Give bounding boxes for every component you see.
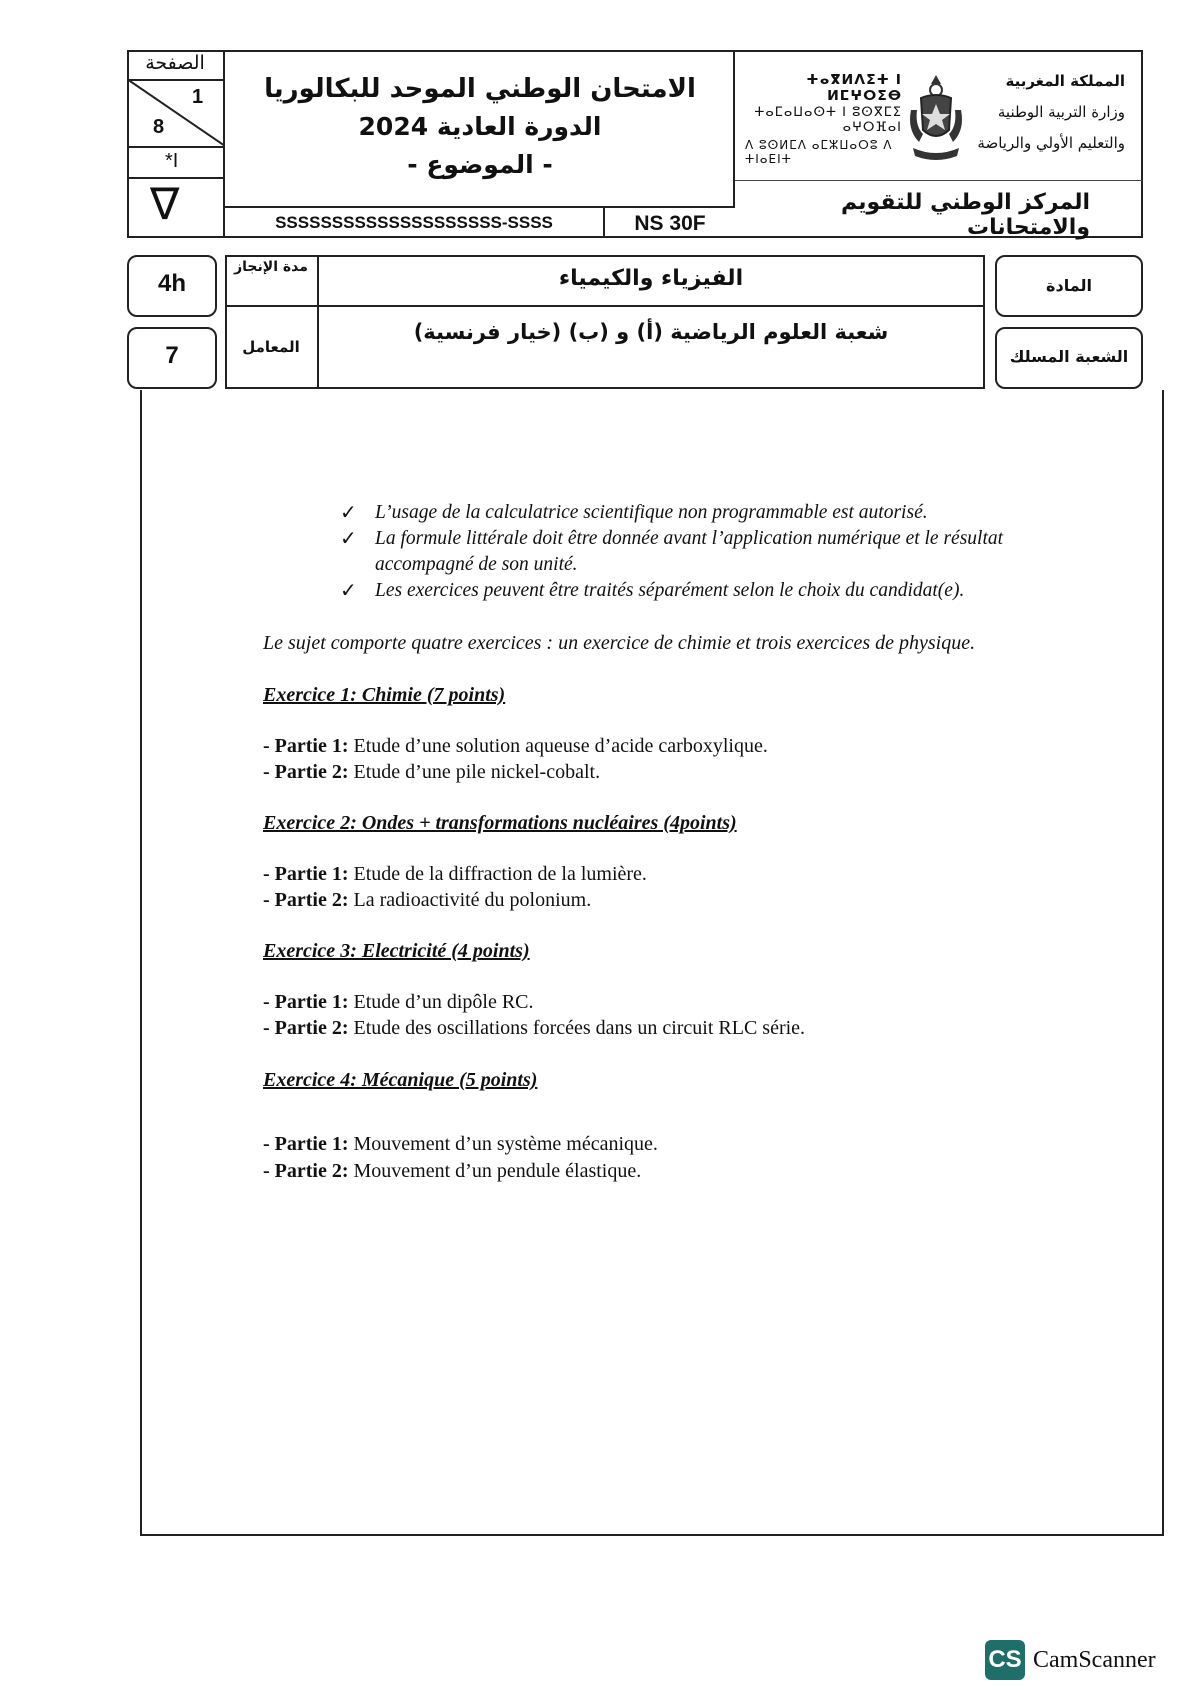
exercise-title: Exercice 4: Mécanique (5 points) [263, 1069, 538, 1091]
exercise-part [263, 1133, 658, 1156]
duration-value: 4h [157, 270, 186, 297]
page-total: 8 [153, 116, 165, 138]
part-text: Etude de la diffraction de la lumière. [348, 863, 647, 885]
check-icon: ✓ [340, 526, 357, 550]
exercise-part [263, 735, 768, 758]
ministry-name-2: والتعليم الأولي والرياضة [977, 134, 1125, 152]
part-text: Etude des oscillations forcées dans un circuit RLC série. [348, 1017, 806, 1039]
kingdom-name: المملكة المغربية [1005, 72, 1125, 90]
instruction-item: L’usage de la calculatrice scientifique non programmable est autorisé. [375, 502, 928, 523]
triangle-symbol: ∇ [150, 179, 180, 230]
filiere-label: الشعبة المسلك [1009, 347, 1129, 366]
check-icon: ✓ [340, 578, 357, 602]
camscanner-label: CamScanner [1033, 1647, 1156, 1673]
exercise-part [263, 761, 600, 784]
instruction-item: Les exercices peuvent être traités séparément selon le choix du candidat(e). [375, 580, 965, 601]
part-text: Etude d’une pile nickel-cobalt. [348, 761, 601, 783]
part-text: La radioactivité du polonium. [348, 889, 592, 911]
exercise-title: Exercice 2: Ondes + transformations nucléaires (4points) [263, 812, 737, 834]
subject-tag: - الموضوع - [407, 150, 553, 179]
duration-label: مدة الإنجاز [234, 259, 308, 275]
ns-code: NS 30F [634, 212, 706, 235]
exam-title: الامتحان الوطني الموحد للبكالوريا [264, 74, 696, 104]
ministry-name-1: وزارة التربية الوطنية [997, 103, 1125, 121]
exercise-part [263, 863, 647, 886]
filiere-name: شعبة العلوم الرياضية (أ) و (ب) (خيار فرنسية) [413, 320, 889, 344]
part-label: - Partie 1: [263, 863, 349, 885]
exercise-title: Exercice 3: Electricité (4 points) [263, 940, 530, 962]
part-text: Etude d’une solution aqueuse d’acide carboxylique. [348, 735, 768, 757]
part-text: Mouvement d’un système mécanique. [348, 1133, 658, 1155]
exercise-title: Exercice 1: Chimie (7 points) [263, 684, 506, 706]
part-label: - Partie 2: [263, 761, 349, 783]
subject-name: الفيزياء والكيمياء [558, 266, 744, 291]
matiere-label: المادة [1046, 276, 1092, 295]
part-label: - Partie 2: [263, 1160, 349, 1182]
part-label: - Partie 1: [263, 1133, 349, 1155]
exercise-part [263, 1017, 805, 1040]
coef-label: المعامل [242, 338, 300, 356]
exercise-part [263, 991, 534, 1014]
tifinagh-line-2: ⵜⴰⵎⴰⵡⴰⵙⵜ ⵏ ⵓⵙⴳⵎⵉ ⴰⵖⵔⴼⴰⵏ [754, 105, 902, 135]
tifinagh-line-3: ⴷ ⵓⵙⵍⵎⴷ ⴰⵎⵣⵡⴰⵔⵓ ⴷ ⵜⵏⴰⴹⵏⵜ [745, 138, 893, 166]
page-mark: *I [165, 150, 179, 172]
exam-code: SSSSSSSSSSSSSSSSSSSS-SSSS [225, 208, 605, 238]
part-label: - Partie 2: [263, 1017, 349, 1039]
intro-text: Le sujet comporte quatre exercices : un exercice de chimie et trois exercices de physique. [263, 632, 976, 654]
part-label: - Partie 1: [263, 735, 349, 757]
national-centre: المركز الوطني للتقويم والامتحانات [841, 190, 1090, 240]
page-label: الصفحة [145, 52, 205, 74]
page-number: 1 [192, 86, 204, 108]
part-label: - Partie 2: [263, 889, 349, 911]
tifinagh-line-1: ⵜⴰⴳⵍⴷⵉⵜ ⵏ ⵍⵎⵖⵔⵉⴱ [806, 72, 902, 104]
part-label: - Partie 1: [263, 991, 349, 1013]
page-diagonal [127, 79, 225, 146]
coat-of-arms-icon [905, 70, 967, 165]
divider [127, 146, 225, 148]
divider [225, 305, 985, 307]
camscanner-logo-icon: CS [985, 1640, 1025, 1680]
exam-session: الدورة العادية 2024 [358, 112, 602, 141]
coef-value: 7 [165, 342, 179, 369]
exercise-part [263, 1160, 641, 1183]
part-text: Etude d’un dipôle RC. [348, 991, 534, 1013]
divider [735, 180, 1143, 181]
instruction-item: La formule littérale doit être donnée avant l’application numérique et le résultat accompagné de son unité. [375, 528, 1004, 575]
check-icon: ✓ [340, 500, 357, 524]
exercise-part [263, 889, 591, 912]
part-text: Mouvement d’un pendule élastique. [348, 1160, 642, 1182]
